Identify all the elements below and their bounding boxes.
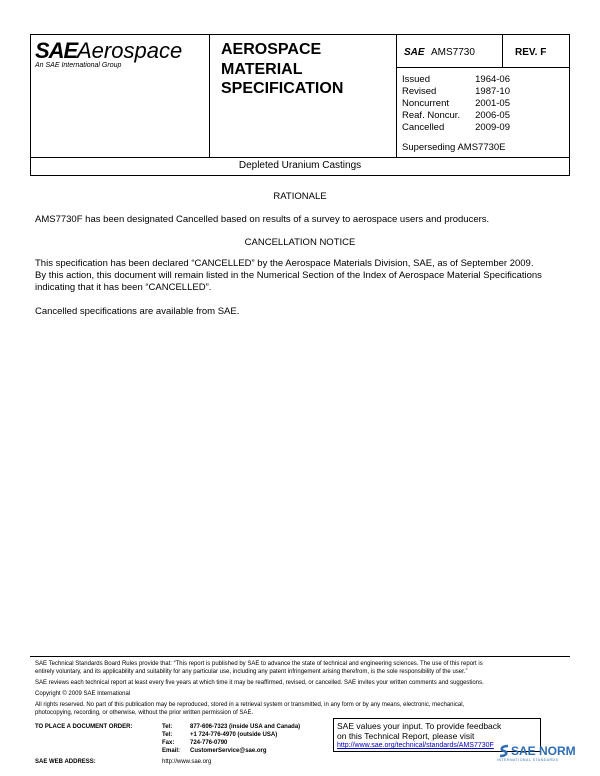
rationale-heading: RATIONALE	[273, 191, 327, 202]
logo-product: Aerospace	[77, 38, 183, 63]
footer-rule	[30, 656, 570, 657]
logo-tagline: An SAE International Group	[35, 62, 122, 69]
document-subject: Depleted Uranium Castings	[30, 158, 570, 176]
order-label: TO PLACE A DOCUMENT ORDER:	[35, 724, 133, 730]
title-line: SPECIFICATION	[221, 80, 344, 97]
feedback-link[interactable]: http://www.sae.org/technical/standards/AMS7730F	[337, 742, 494, 749]
phone-number: +1 724-776-4970 (outside USA)	[190, 732, 278, 738]
sae-aerospace-logo	[35, 38, 195, 78]
date-row: Issued 1964-06	[402, 74, 510, 85]
logo-brand: SAE	[35, 38, 78, 63]
revision-label: REV. F	[515, 47, 547, 58]
cancellation-heading: CANCELLATION NOTICE	[244, 237, 356, 248]
availability-text: Cancelled specifications are available from SAE.	[35, 306, 240, 317]
date-history	[402, 74, 510, 134]
copyright-text: Copyright © 2009 SAE International	[35, 691, 131, 697]
title-line: AEROSPACE	[221, 41, 322, 58]
header-divider	[209, 35, 210, 158]
rights-text: All rights reserved. No part of this publication may be reproduced, stored in a retrieval system or transmitted, in any form or by any means, electronic, mechanical, photocopying, recording, or otherwise, without the prior written permission of SAE.	[35, 702, 465, 716]
watermark-icon	[497, 744, 511, 758]
cancellation-text: This specification has been declared “CANCELLED” by the Aerospace Materials Division, SAE, as of September 2009. By this action, this document will remain listed in the Numerical Section of the Index of Aerospace Material Specifications indicating that it has been “CANCELLED”.	[35, 258, 542, 293]
header-divider	[396, 67, 570, 68]
date-row: Noncurrent 2001-05	[402, 98, 510, 109]
date-row: Cancelled 2009-09	[402, 122, 510, 133]
sae-norm-watermark	[497, 742, 587, 762]
header-divider	[502, 35, 503, 67]
sae-mark: SAE	[404, 47, 425, 58]
watermark-text: SAE NORM	[511, 744, 576, 758]
document-number: AMS7730	[431, 47, 475, 58]
web-address-label: SAE WEB ADDRESS:	[35, 759, 96, 765]
review-text: SAE reviews each technical report at least every five years at which time it may be reaffirmed, revised, or cancelled. SAE invites your written comments and suggestions.	[35, 680, 484, 686]
email-address[interactable]: CustomerService@sae.org	[190, 748, 267, 754]
document-type-title	[221, 40, 343, 99]
board-rules-text: SAE Technical Standards Board Rules provide that: “This report is published by SAE to advance the state of technical and engineering sciences. The use of this report is entirely voluntary, and its applicability and suitability for any particular use, including any patent infringement arising therefrom, is the sole responsibility of the user.”	[35, 661, 483, 675]
superseding-note: Superseding AMS7730E	[402, 142, 506, 153]
header-divider	[396, 35, 397, 158]
web-address-link[interactable]: http://www.sae.org	[162, 759, 212, 765]
watermark-subtext: INTERNATIONAL STANDARDS	[497, 758, 559, 762]
rationale-text: AMS7730F has been designated Cancelled based on results of a survey to aerospace users and producers.	[35, 214, 490, 225]
feedback-box: SAE values your input. To provide feedback on this Technical Report, please visit http://www.sae.org/technical/standards/AMS7730F	[333, 718, 541, 752]
date-row: Reaf. Noncur. 2006-05	[402, 110, 510, 121]
fax-number: 724-776-0790	[190, 740, 228, 746]
title-line: MATERIAL	[221, 60, 303, 78]
date-row: Revised 1987-10	[402, 86, 510, 97]
order-contacts: TO PLACE A DOCUMENT ORDER: Tel: 877-606-7323 (inside USA and Canada) Tel: +1 724-776-4970 (outside USA) Fax: 724-776-0790 Email: CustomerService@sae.org	[35, 724, 301, 754]
phone-number: 877-606-7323 (inside USA and Canada)	[190, 724, 301, 730]
